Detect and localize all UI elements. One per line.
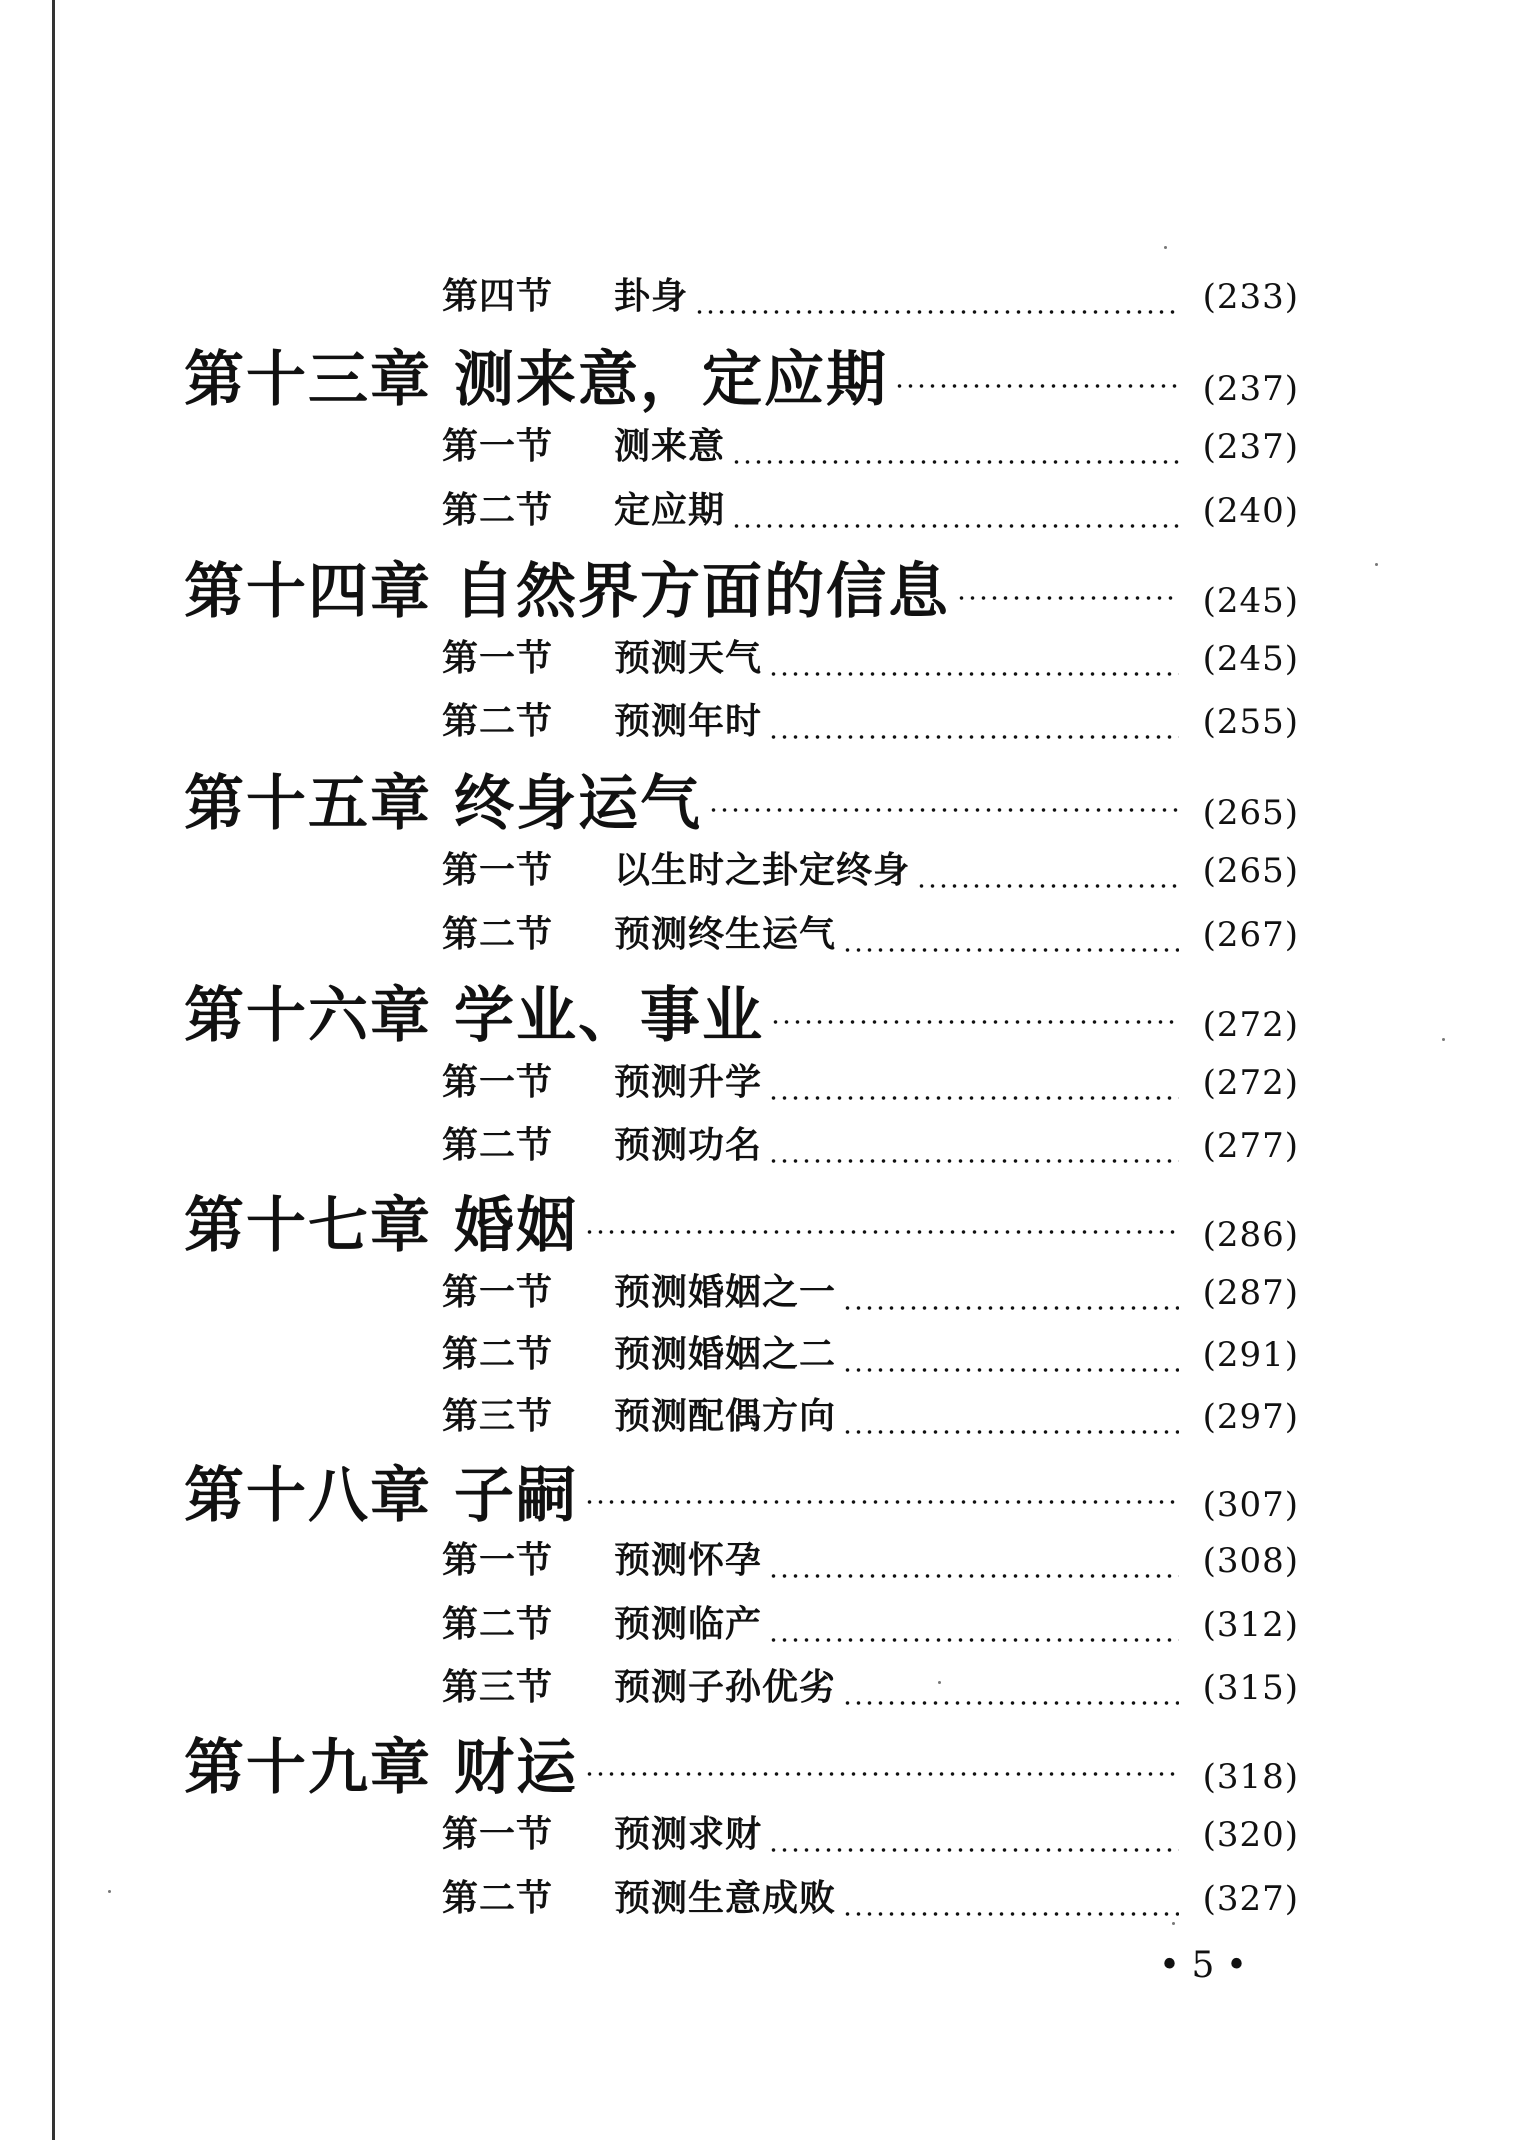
toc-section-entry[interactable] [442,1532,1299,1592]
chapter-title: 终身运气 [454,769,702,839]
section-title: 预测配偶方向 [614,1396,837,1437]
chapter-title: 子嗣 [454,1461,578,1531]
dot-leader [768,1846,1179,1854]
toc-section-entry[interactable] [442,1596,1299,1656]
dot-leader [842,1699,1179,1707]
page-number: (320) [1202,1815,1299,1855]
section-number: 第四节 [442,276,554,317]
section-number: 第一节 [442,638,554,679]
section-title: 定应期 [614,490,726,531]
page-number: (277) [1202,1126,1299,1166]
dot-leader [584,1228,1179,1236]
page-number: (265) [1202,793,1299,833]
section-title: 卦身 [614,276,689,317]
page-number: (272) [1202,1063,1299,1103]
scan-speck [938,1681,941,1684]
toc-section-entry[interactable] [442,630,1299,690]
page-number: (308) [1202,1541,1299,1581]
section-number: 第三节 [442,1396,554,1437]
page-number: (237) [1202,427,1299,467]
dot-leader [768,1094,1179,1102]
dot-leader [916,882,1179,890]
section-number: 第二节 [442,1125,554,1166]
dot-leader [842,1304,1179,1312]
page-number: (291) [1202,1335,1299,1375]
section-number: 第二节 [442,490,554,531]
page-number: (307) [1202,1485,1299,1525]
toc-section-entry[interactable] [442,1659,1299,1719]
scan-speck [1164,246,1167,249]
chapter-number: 第十六章 [184,981,432,1051]
toc-section-entry[interactable] [442,1326,1299,1386]
section-title: 预测天气 [614,638,763,679]
page-number: (240) [1202,491,1299,531]
page-number: (318) [1202,1757,1299,1797]
toc-section-entry[interactable] [442,1806,1299,1866]
section-title: 预测婚姻之二 [614,1334,837,1375]
chapter-title: 财运 [454,1733,578,1803]
toc-chapter-entry[interactable] [184,332,1299,415]
scan-speck [108,1890,111,1893]
toc-section-entry[interactable] [442,1264,1299,1324]
section-number: 第一节 [442,1062,554,1103]
dot-leader [768,1636,1179,1644]
page-number: (286) [1202,1215,1299,1255]
page-number: (327) [1202,1879,1299,1919]
page-number: (267) [1202,915,1299,955]
page-folio: • 5 • [1158,1945,1248,1986]
scan-speck [1375,563,1378,566]
page-number: (245) [1202,639,1299,679]
scan-speck [1442,1038,1445,1041]
toc-section-entry[interactable] [442,1388,1299,1448]
section-number: 第二节 [442,1334,554,1375]
section-number: 第一节 [442,426,554,467]
toc-section-entry[interactable] [442,418,1299,478]
section-title: 预测子孙优劣 [614,1667,837,1708]
dot-leader [956,594,1179,602]
dot-leader [842,1366,1179,1374]
chapter-number: 第十七章 [184,1191,432,1261]
section-title: 预测功名 [614,1125,763,1166]
page-number: (312) [1202,1605,1299,1645]
dot-leader [694,308,1179,316]
page-number: (272) [1202,1005,1299,1045]
section-number: 第一节 [442,1540,554,1581]
dot-leader [731,522,1179,530]
dot-leader [770,1018,1179,1026]
page-number: (255) [1202,702,1299,742]
dot-leader [731,458,1179,466]
dot-leader [894,382,1179,390]
dot-leader [708,806,1179,814]
toc-section-entry[interactable] [442,482,1299,542]
toc-section-entry[interactable] [442,693,1299,753]
section-number: 第三节 [442,1667,554,1708]
toc-chapter-entry[interactable] [184,756,1299,839]
section-title: 预测临产 [614,1604,763,1645]
page-number: (265) [1202,851,1299,891]
chapter-number: 第十四章 [184,557,432,627]
toc-section-entry[interactable] [442,268,1299,328]
section-title: 预测求财 [614,1814,763,1855]
chapter-number: 第十九章 [184,1733,432,1803]
dot-leader [768,1157,1179,1165]
toc-chapter-entry[interactable] [184,968,1299,1051]
scan-speck [1172,1922,1175,1925]
section-number: 第二节 [442,1604,554,1645]
dot-leader [768,670,1179,678]
section-number: 第一节 [442,850,554,891]
section-title: 预测怀孕 [614,1540,763,1581]
page-number: (287) [1202,1273,1299,1313]
chapter-number: 第十五章 [184,769,432,839]
toc-section-entry[interactable] [442,842,1299,902]
section-title: 预测年时 [614,701,763,742]
toc-chapter-entry[interactable] [184,1178,1299,1261]
dot-leader [584,1770,1179,1778]
toc-section-entry[interactable] [442,1870,1299,1930]
dot-leader [842,946,1179,954]
section-title: 预测婚姻之一 [614,1272,837,1313]
section-title: 预测终生运气 [614,914,837,955]
section-number: 第二节 [442,914,554,955]
page-number: (245) [1202,581,1299,621]
page-number: (297) [1202,1397,1299,1437]
chapter-title: 测来意，定应期 [454,345,888,415]
dot-leader [768,733,1179,741]
chapter-title: 婚姻 [454,1191,578,1261]
chapter-number: 第十八章 [184,1461,432,1531]
chapter-number: 第十三章 [184,345,432,415]
section-number: 第一节 [442,1814,554,1855]
section-number: 第二节 [442,1878,554,1919]
section-title: 测来意 [614,426,726,467]
dot-leader [842,1910,1179,1918]
toc-chapter-entry[interactable] [184,544,1299,627]
toc-chapter-entry[interactable] [184,1448,1299,1531]
dot-leader [584,1498,1179,1506]
toc-chapter-entry[interactable] [184,1720,1299,1803]
section-title: 以生时之卦定终身 [614,850,911,891]
dot-leader [842,1428,1179,1436]
page-number: (233) [1202,277,1299,317]
page-number: (315) [1202,1668,1299,1708]
chapter-title: 学业、事业 [454,981,764,1051]
section-number: 第二节 [442,701,554,742]
page-number: (237) [1202,369,1299,409]
toc-section-entry[interactable] [442,1117,1299,1177]
toc-section-entry[interactable] [442,1054,1299,1114]
section-title: 预测升学 [614,1062,763,1103]
chapter-title: 自然界方面的信息 [454,557,950,627]
section-number: 第一节 [442,1272,554,1313]
section-title: 预测生意成败 [614,1878,837,1919]
toc-section-entry[interactable] [442,906,1299,966]
dot-leader [768,1572,1179,1580]
